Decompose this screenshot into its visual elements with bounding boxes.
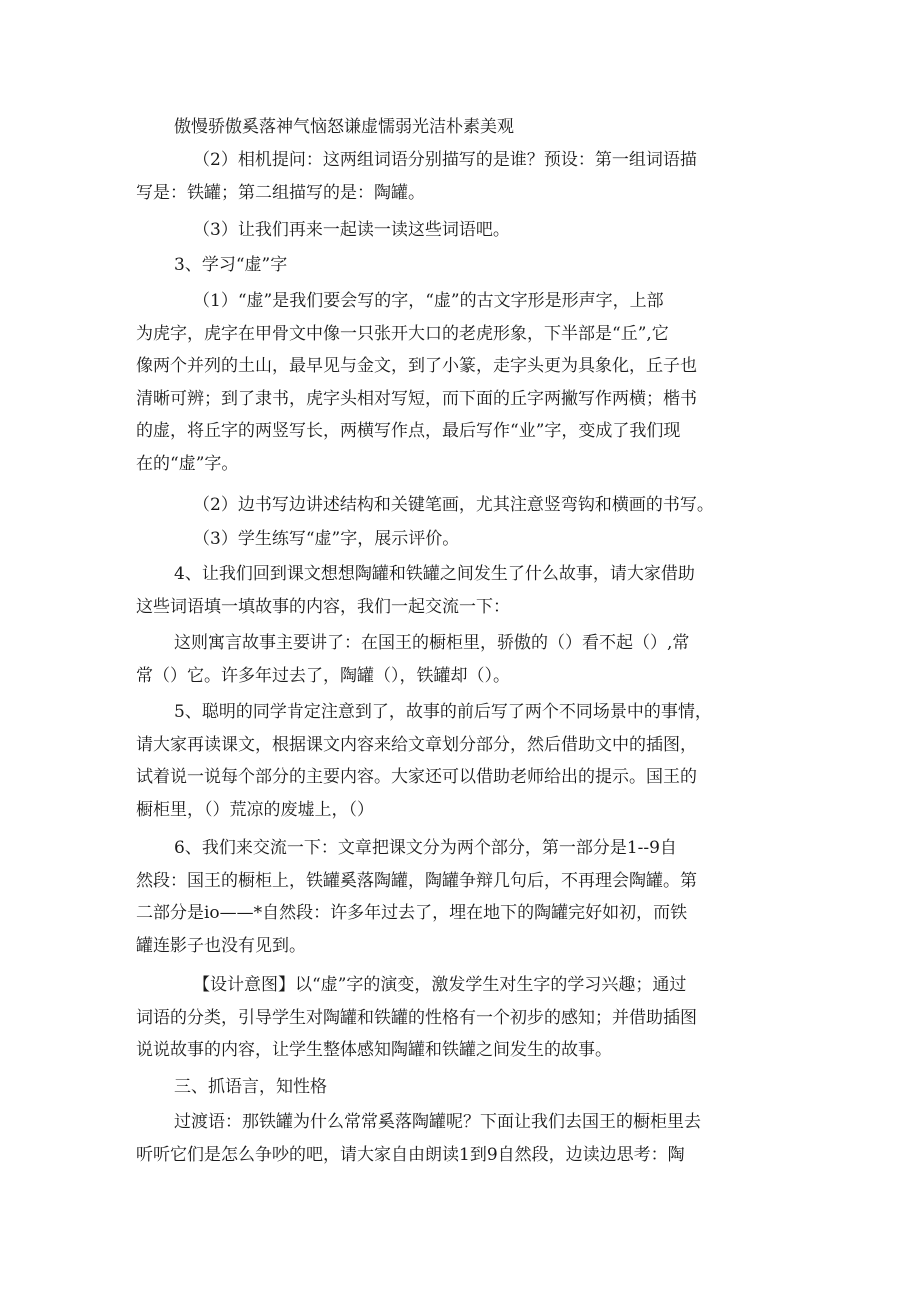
text-line: 试着说一说每个部分的主要内容。大家还可以借助老师给出的提示。国王的 — [136, 767, 697, 788]
paragraph-question-prompt — [0, 144, 920, 209]
text-line: 说说故事的内容，让学生整体感知陶罐和铁罐之间发生的故事。 — [136, 1040, 612, 1061]
text-line: 6、我们来交流一下：文章把课文分为两个部分，第一部分是1--9自 — [174, 838, 677, 858]
paragraph-read-words — [0, 214, 920, 247]
text-line: 像两个并列的土山，最早见与金文，到了小篆，走字头更为具象化，丘子也 — [136, 356, 697, 377]
paragraph-discussion — [0, 832, 920, 962]
paragraph-transition — [0, 1106, 920, 1171]
text-line: （1）“虚”是我们要会写的字，“虚”的古文字形是形声字，上部 — [193, 291, 664, 311]
text-line: 【设计意图】以“虚”字的演变，激发学生对生字的学习兴趣；通过 — [193, 975, 687, 995]
text-line: 罐连影子也没有见到。 — [136, 935, 306, 956]
text-line: 听听它们是怎么争吵的吧，请大家自由朗读1到9自然段，边读边思考：陶 — [136, 1144, 685, 1165]
text-line: 5、聪明的同学肯定注意到了，故事的前后写了两个不同场景中的事情， — [174, 702, 712, 722]
paragraph-fill-blanks — [0, 627, 920, 692]
paragraph-design-intent — [0, 969, 920, 1067]
paragraph-practice — [0, 523, 920, 556]
text-line: 三、抓语言，知性格 — [174, 1077, 327, 1097]
text-line: 过渡语：那铁罐为什么常常奚落陶罐呢？下面让我们去国王的橱柜里去 — [174, 1112, 701, 1132]
text-line: 为虎字，虎字在甲骨文中像一只张开大口的老虎形象，下半部是“丘”,它 — [136, 323, 669, 344]
word-list-line — [0, 111, 920, 144]
text-line: （2）相机提问：这两组词语分别描写的是谁？预设：第一组词语描 — [193, 150, 697, 170]
text-line: 然段：国王的橱柜上，铁罐奚落陶罐，陶罐争辩几句后，不再理会陶罐。第 — [136, 870, 697, 891]
text-line: 的虚，将丘字的两竖写长，两横写作点，最后写作“业”字，变成了我们现 — [136, 421, 681, 442]
text-line: （2）边书写边讲述结构和关键笔画，尤其注意竖弯钩和横画的书写。 — [193, 495, 714, 515]
text-line: 这则寓言故事主要讲了：在国王的橱柜里，骄傲的（）看不起（）,常 — [174, 633, 690, 653]
text-line: 傲慢骄傲奚落神气恼怒谦虚懦弱光洁朴素美观 — [174, 117, 514, 137]
text-line: 常（）它。许多年过去了，陶罐（），铁罐却（）。 — [136, 665, 510, 686]
text-line: 词语的分类，引导学生对陶罐和铁罐的性格有一个初步的感知；并借助插图 — [136, 1007, 697, 1028]
section-heading-learn-xu — [0, 249, 920, 282]
paragraph-divide-sections — [0, 696, 920, 826]
text-line: 4、让我们回到课文想想陶罐和铁罐之间发生了什么故事，请大家借助 — [174, 564, 695, 584]
text-line: 3、学习“虚”字 — [174, 255, 288, 275]
text-line: 这些词语填一填故事的内容，我们一起交流一下： — [136, 596, 510, 617]
paragraph-story-review — [0, 558, 920, 623]
text-line: 写是：铁罐；第二组描写的是：陶罐。 — [136, 182, 425, 203]
text-line: （3）学生练写“虚”字，展示评价。 — [193, 529, 460, 549]
text-line: （3）让我们再来一起读一读这些词语吧。 — [193, 220, 510, 240]
text-line: 二部分是io——*自然段：许多年过去了，埋在地下的陶罐完好如初，而铁 — [136, 903, 688, 924]
text-line: 橱柜里，（）荒凉的废墟上，（） — [136, 799, 374, 820]
text-line: 清晰可辨；到了隶书，虎字头相对写短，而下面的丘字两撇写作两横；楷书 — [136, 388, 697, 409]
paragraph-xu-etymology — [0, 285, 920, 481]
section-heading-language-character — [0, 1071, 920, 1104]
paragraph-writing-demo — [0, 489, 920, 522]
text-line: 在的“虚”字。 — [136, 453, 239, 474]
text-line: 请大家再读课文，根据课文内容来给文章划分部分，然后借助文中的插图， — [136, 734, 697, 755]
